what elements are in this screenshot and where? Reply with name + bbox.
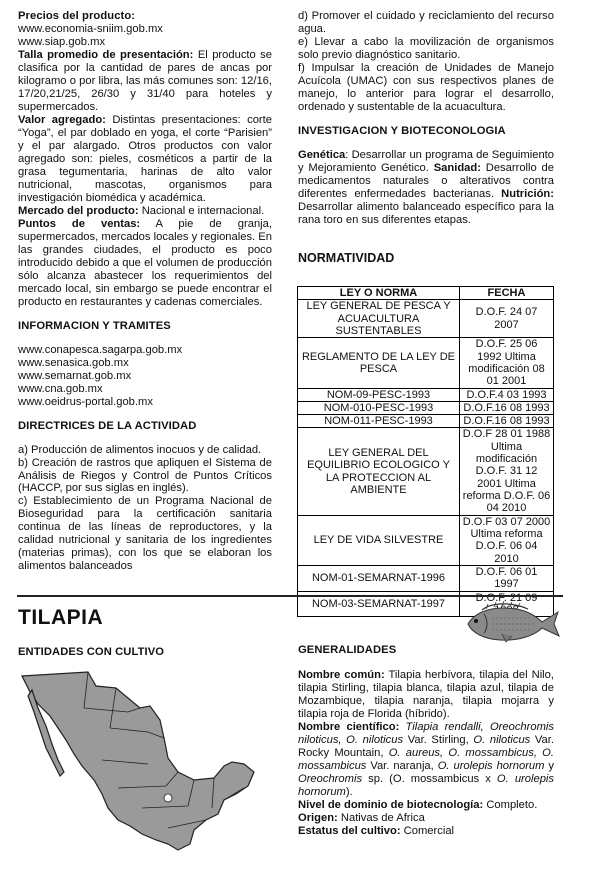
cell-ley: REGLAMENTO DE LA LEY DE PESCA bbox=[298, 338, 460, 388]
origen-text: Nativas de Africa bbox=[337, 811, 425, 824]
table-row bbox=[298, 415, 554, 428]
cell-ley: LEY GENERAL DEL EQUILIBRIO ECOLOGICO Y LA PROTECCION AL AMBIENTE bbox=[298, 428, 460, 515]
biotec-text: Completo. bbox=[483, 798, 538, 811]
directriz-item: f) Impulsar la creación de Unidades de Manejo Acuícola (UMAC) con sus respectivos planes de manejo, lo anterior para lograr el desarrollo, ordenado y sustentable de la acuacultura. bbox=[298, 61, 554, 113]
scientific-name-part: y bbox=[544, 759, 555, 772]
cell-ley: LEY GENERAL DE PESCA Y ACUACULTURA SUSTENTABLES bbox=[298, 300, 460, 338]
investigacion-heading: INVESTIGACION Y BIOTECONOLOGIA bbox=[298, 124, 506, 137]
nutricion-text: Desarrollar alimento balanceado específico para la rana toro en sus diferentes etapas. bbox=[298, 200, 554, 226]
right-column bbox=[298, 10, 554, 227]
talla-text: El producto se clasifica por la cantidad de pares de ancas por kilogramo o por libra, las más comunes son: 12/16, 17/20,21/25, 26/30 y 31/40 para hoteles y supermercados. bbox=[18, 48, 272, 113]
cell-ley: NOM-011-PESC-1993 bbox=[298, 415, 460, 428]
estatus-paragraph bbox=[298, 825, 554, 838]
biotec-paragraph bbox=[298, 799, 554, 812]
cell-fecha: D.O.F. 24 07 2007 bbox=[460, 300, 554, 338]
scientific-name-part: Tilapia rendalli, Oreochromis niloticus, O. niloticus bbox=[298, 720, 554, 746]
precios-url[interactable]: www.economia-sniim.gob.mx bbox=[18, 22, 163, 35]
table-row bbox=[298, 565, 554, 591]
cell-fecha: D.O.F.16 08 1993 bbox=[460, 415, 554, 428]
info-url[interactable]: www.semarnat.gob.mx bbox=[18, 369, 132, 382]
tilapia-fish-icon bbox=[462, 600, 562, 646]
scientific-name-part: Var. Stirling, bbox=[403, 733, 474, 746]
left-column bbox=[18, 10, 272, 573]
puntos-label: Puntos de ventas: bbox=[18, 217, 141, 230]
scientific-name-part: Oreochromis bbox=[298, 772, 363, 785]
generalidades-heading: GENERALIDADES bbox=[298, 644, 397, 656]
estatus-text: Comercial bbox=[400, 824, 455, 837]
mercado-text: Nacional e internacional. bbox=[138, 204, 265, 217]
scientific-name-part: O. aureus, O. mossambicus, O. mossambicus bbox=[298, 746, 554, 772]
mexico-map-icon bbox=[18, 668, 270, 868]
genetica-label: Genética bbox=[298, 148, 346, 161]
cell-fecha: D.O.F 03 07 2000 Ultima reforma D.O.F. 06 04 2010 bbox=[460, 515, 554, 565]
sanidad-text: Desarrollo de medicamentos naturales o alterativos contra diferentes enfermedades bacterianas. bbox=[298, 161, 554, 200]
normatividad-heading: NORMATIVIDAD bbox=[298, 251, 395, 265]
cell-fecha: D.O.F.16 08 1993 bbox=[460, 401, 554, 414]
col-header-fecha: FECHA bbox=[460, 287, 554, 300]
section-title: TILAPIA bbox=[18, 606, 104, 629]
directriz-item: d) Promover el cuidado y reciclamiento del recurso agua. bbox=[298, 10, 554, 35]
scientific-name-part: Var. Rocky Mountain, bbox=[298, 733, 554, 759]
table-row bbox=[298, 300, 554, 338]
table-row bbox=[298, 401, 554, 414]
directrices-heading: DIRECTRICES DE LA ACTIVIDAD bbox=[18, 419, 197, 432]
directriz-item: c) Establecimiento de un Programa Nacional de Bioseguridad para la certificación sanitaria continua de las líneas de reproductores, y la calidad nutricional y sanitaria de los ingredientes (materias primas), con los que se elaboran los alimentos balanceados bbox=[18, 495, 272, 573]
valor-label: Valor agregado: bbox=[18, 113, 106, 126]
scientific-name-part: sp. (O. mossambicus x bbox=[362, 772, 497, 785]
origen-label: Origen: bbox=[298, 811, 338, 824]
nombre-cientifico-paragraph bbox=[298, 721, 554, 799]
scientific-name-part: ). bbox=[345, 785, 353, 798]
info-url[interactable]: www.oeidrus-portal.gob.mx bbox=[18, 395, 153, 408]
table-row bbox=[298, 388, 554, 401]
cell-fecha: D.O.F. 06 01 1997 bbox=[460, 565, 554, 591]
valor-text: Distintas presentaciones: corte “Yoga”, el par doblado en yoga, el corte “Parisien” y el par alargado. Otros productos con valor agregado son: pieles, cosméticos a partir de la grasa tegumentaria, harinas de alto valor nutricional, mascotas, organismos para investigación biomédica y académica. bbox=[18, 113, 272, 204]
cell-fecha: D.O.F. 21 09 bbox=[460, 591, 554, 617]
col-header-ley: LEY O NORMA bbox=[298, 287, 460, 300]
cell-ley: NOM-01-SEMARNAT-1996 bbox=[298, 565, 460, 591]
precios-label: Precios del producto: bbox=[18, 10, 136, 22]
nombre-comun-text: Tilapia herbívora, tilapia del Nilo, tilapia Stirling, tilapia blanca, tilapia azul, tilapia de Mozambique, tilapia naranja, tilapia mojarra y tilapia roja de Florida (híbrido). bbox=[298, 669, 554, 720]
cell-ley: NOM-010-PESC-1993 bbox=[298, 401, 460, 414]
scientific-name-part: O. niloticus bbox=[473, 733, 531, 746]
info-url[interactable]: www.conapesca.sagarpa.gob.mx bbox=[18, 343, 183, 356]
investigacion-paragraph bbox=[298, 149, 554, 227]
cell-ley: NOM-03-SEMARNAT-1997 bbox=[298, 591, 460, 617]
nombre-comun-paragraph bbox=[298, 669, 554, 721]
section-divider bbox=[17, 595, 563, 597]
cell-fecha: D.O.F. 25 06 1992 Ultima modificación 08 01 2001 bbox=[460, 338, 554, 388]
generalidades-body bbox=[298, 669, 554, 838]
table-header-row bbox=[298, 287, 554, 300]
nutricion-label: Nutrición: bbox=[501, 187, 554, 200]
genetica-text: : Desarrollar un programa de Seguimiento y Mejoramiento Genético. bbox=[298, 148, 554, 174]
scientific-name-part: O. urolepis hornorum bbox=[437, 759, 545, 772]
talla-paragraph bbox=[18, 49, 272, 114]
scientific-name-part: O. urolepis hornorum bbox=[298, 772, 554, 798]
cell-ley: LEY DE VIDA SILVESTRE bbox=[298, 515, 460, 565]
precios-url[interactable]: www.siap.gob.mx bbox=[18, 35, 106, 48]
puntos-text: A pie de granja, supermercados, mercados locales y regionales. En las grandes ciudades, el producto es poco introducido debido a que el volumen de producción sólo alcanza abastecer los requerimientos del mercado local, sin embargo se puede encontrar el producto en restaurantes y cadenas comerciales. bbox=[18, 217, 272, 308]
origen-paragraph bbox=[298, 812, 554, 825]
nombre-cientifico-label: Nombre científico: bbox=[298, 720, 400, 733]
valor-paragraph bbox=[18, 114, 272, 205]
estatus-label: Estatus del cultivo: bbox=[298, 824, 401, 837]
directriz-item: e) Llevar a cabo la movilización de organismos solo previo diagnóstico sanitario. bbox=[298, 35, 554, 61]
scientific-name-part: Var. naranja, bbox=[366, 759, 438, 772]
entidades-heading: ENTIDADES CON CULTIVO bbox=[18, 646, 165, 658]
directriz-item: a) Producción de alimentos inocuos y de calidad. bbox=[18, 443, 262, 456]
biotec-label: Nivel de dominio de biotecnología: bbox=[298, 798, 484, 811]
info-heading: INFORMACION Y TRAMITES bbox=[18, 319, 171, 332]
mercado-paragraph bbox=[18, 205, 272, 218]
nombre-comun-label: Nombre común: bbox=[298, 669, 385, 681]
talla-label: Talla promedio de presentación: bbox=[18, 48, 194, 61]
info-url[interactable]: www.cna.gob.mx bbox=[18, 382, 103, 395]
cell-ley: NOM-09-PESC-1993 bbox=[298, 388, 460, 401]
puntos-paragraph bbox=[18, 218, 272, 309]
table-row bbox=[298, 515, 554, 565]
table-row bbox=[298, 338, 554, 388]
sanidad-label: Sanidad: bbox=[433, 161, 481, 174]
directriz-item: b) Creación de rastros que apliquen el Sistema de Análisis de Riegos y Control de Puntos Críticos (HACCP, por sus siglas en inglés). bbox=[18, 456, 272, 495]
cell-fecha: D.O.F.4 03 1993 bbox=[460, 388, 554, 401]
info-url[interactable]: www.senasica.gob.mx bbox=[18, 356, 129, 369]
cell-fecha: D.O.F 28 01 1988 Ultima modificación D.O.F. 31 12 2001 Ultima reforma D.O.F. 06 04 2010 bbox=[460, 428, 554, 515]
table-row bbox=[298, 428, 554, 515]
normatividad-table bbox=[297, 286, 554, 617]
mercado-label: Mercado del producto: bbox=[18, 204, 139, 217]
